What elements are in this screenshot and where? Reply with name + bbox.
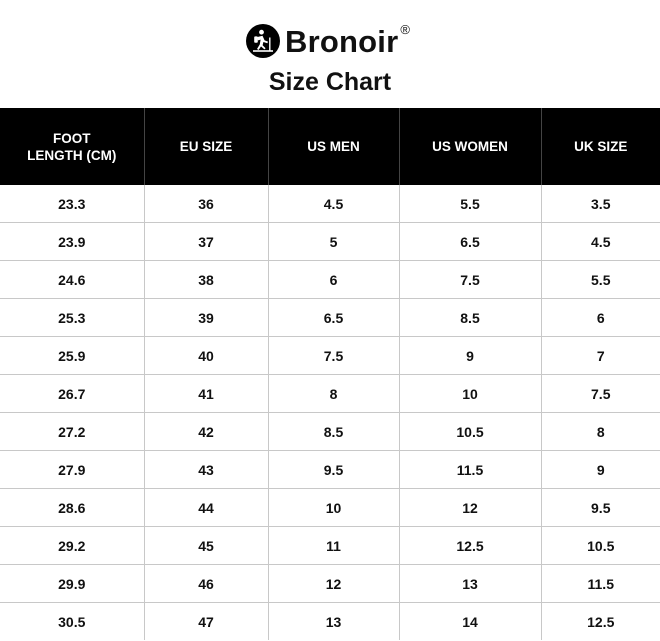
table-row xyxy=(0,413,660,451)
cell-uk-size: 4.5 xyxy=(541,223,660,261)
cell-us-women: 7.5 xyxy=(399,261,541,299)
table-row xyxy=(0,489,660,527)
cell-us-women: 9 xyxy=(399,337,541,375)
header-uk-size: UK SIZE xyxy=(541,108,660,185)
cell-foot-length: 28.6 xyxy=(0,489,144,527)
table-row xyxy=(0,603,660,641)
header-eu-size: EU SIZE xyxy=(144,108,268,185)
cell-foot-length: 25.3 xyxy=(0,299,144,337)
brand-name: Bronoir xyxy=(285,23,399,59)
cell-foot-length: 25.9 xyxy=(0,337,144,375)
cell-us-women: 10.5 xyxy=(399,413,541,451)
cell-us-men: 8 xyxy=(268,375,399,413)
cell-us-men: 4.5 xyxy=(268,185,399,223)
cell-foot-length: 24.6 xyxy=(0,261,144,299)
cell-us-men: 7.5 xyxy=(268,337,399,375)
cell-eu-size: 46 xyxy=(144,565,268,603)
cell-eu-size: 42 xyxy=(144,413,268,451)
cell-us-women: 12 xyxy=(399,489,541,527)
cell-uk-size: 11.5 xyxy=(541,565,660,603)
table-row xyxy=(0,185,660,223)
cell-us-men: 11 xyxy=(268,527,399,565)
cell-eu-size: 37 xyxy=(144,223,268,261)
brand-header xyxy=(0,21,660,61)
cell-uk-size: 8 xyxy=(541,413,660,451)
cell-us-men: 10 xyxy=(268,489,399,527)
table-row xyxy=(0,527,660,565)
page-title: Size Chart xyxy=(268,68,392,96)
cell-us-women: 10 xyxy=(399,375,541,413)
cell-eu-size: 47 xyxy=(144,603,268,641)
cell-us-men: 13 xyxy=(268,603,399,641)
cell-us-women: 13 xyxy=(399,565,541,603)
cell-us-women: 12.5 xyxy=(399,527,541,565)
cell-uk-size: 3.5 xyxy=(541,185,660,223)
cell-eu-size: 39 xyxy=(144,299,268,337)
table-row xyxy=(0,337,660,375)
cell-us-men: 12 xyxy=(268,565,399,603)
cell-us-men: 5 xyxy=(268,223,399,261)
cell-foot-length: 27.2 xyxy=(0,413,144,451)
cell-eu-size: 45 xyxy=(144,527,268,565)
cell-us-men: 9.5 xyxy=(268,451,399,489)
brand-lockup xyxy=(246,24,410,58)
header-foot-length-line2: LENGTH (CM) xyxy=(27,147,117,163)
registered-mark: ® xyxy=(400,22,410,37)
cell-foot-length: 27.9 xyxy=(0,451,144,489)
cell-foot-length: 29.9 xyxy=(0,565,144,603)
table-row xyxy=(0,565,660,603)
cell-eu-size: 36 xyxy=(144,185,268,223)
header-foot-length-line1: FOOT xyxy=(53,130,91,146)
cell-us-women: 6.5 xyxy=(399,223,541,261)
cell-eu-size: 43 xyxy=(144,451,268,489)
cell-us-women: 8.5 xyxy=(399,299,541,337)
cell-eu-size: 41 xyxy=(144,375,268,413)
cell-foot-length: 23.9 xyxy=(0,223,144,261)
cell-foot-length: 30.5 xyxy=(58,613,86,630)
header-us-women: US WOMEN xyxy=(399,108,541,185)
cell-foot-length: 26.7 xyxy=(0,375,144,413)
cell-uk-size: 10.5 xyxy=(541,527,660,565)
cell-uk-size: 9 xyxy=(541,451,660,489)
cell-uk-size: 9.5 xyxy=(541,489,660,527)
cell-uk-size: 6 xyxy=(541,299,660,337)
cell-us-men: 6.5 xyxy=(268,299,399,337)
table-row xyxy=(0,451,660,489)
cell-foot-length: 23.3 xyxy=(0,185,144,223)
table-row xyxy=(0,299,660,337)
table-row xyxy=(0,261,660,299)
header-row xyxy=(0,108,660,185)
table-row xyxy=(0,223,660,261)
cell-us-women: 11.5 xyxy=(399,451,541,489)
cell-uk-size: 7.5 xyxy=(541,375,660,413)
header-foot-length xyxy=(0,108,144,185)
table-body xyxy=(0,185,660,640)
size-chart-table xyxy=(0,108,660,640)
table-row xyxy=(0,375,660,413)
cell-uk-size: 5.5 xyxy=(541,261,660,299)
cell-us-women: 14 xyxy=(399,603,541,641)
cell-uk-size: 7 xyxy=(541,337,660,375)
cell-eu-size: 40 xyxy=(144,337,268,375)
cell-uk-size: 12.5 xyxy=(541,603,660,641)
cell-foot-length: 29.2 xyxy=(0,527,144,565)
cell-eu-size: 38 xyxy=(144,261,268,299)
cell-eu-size: 44 xyxy=(144,489,268,527)
cell-us-men: 8.5 xyxy=(268,413,399,451)
hiker-icon xyxy=(246,24,280,58)
header-us-men: US MEN xyxy=(268,108,399,185)
cell-us-men: 6 xyxy=(268,261,399,299)
cell-us-women: 5.5 xyxy=(399,185,541,223)
